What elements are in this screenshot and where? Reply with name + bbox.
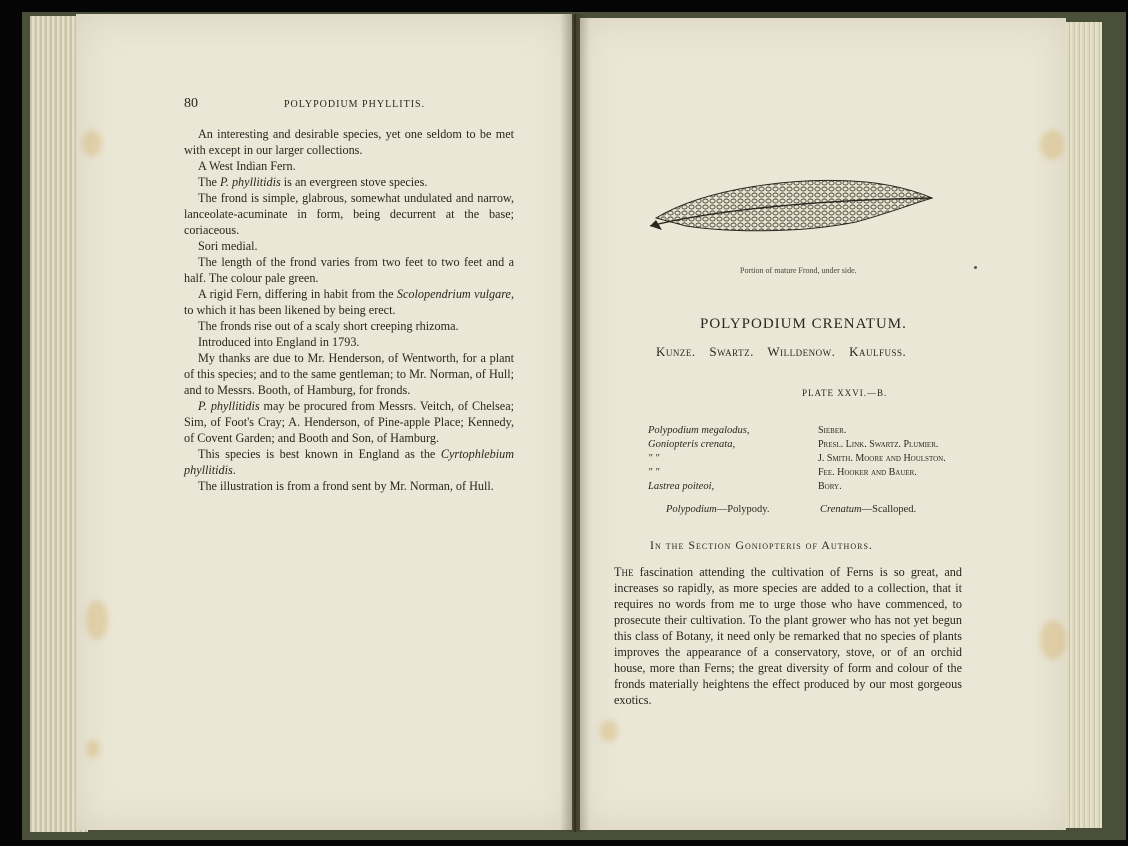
paragraph bbox=[184, 286, 514, 318]
text-run: may be procured from Messrs. Veitch, of Chelsea; Sim, of Foot's Cray; A. Henderson, of Pine-apple Place; Kennedy, of Covent Garden; and Booth and Son, of Hamburg. bbox=[184, 399, 514, 445]
paragraph bbox=[184, 350, 514, 398]
running-head: POLYPODIUM PHYLLITIS. bbox=[284, 99, 426, 110]
left-page-header bbox=[184, 96, 514, 112]
section-heading: In the Section Goniopteris of Authors. bbox=[650, 538, 873, 552]
text-run: The bbox=[198, 175, 220, 189]
text-run: My thanks are due to Mr. Henderson, of Wentworth, for a plant of this species; and to the same gentleman; to Mr. Norman, of Hull; and to Messrs. Booth, of Hamburg, for fronds. bbox=[184, 351, 514, 397]
paragraph bbox=[184, 334, 514, 350]
text-run: The frond is simple, glabrous, somewhat undulated and narrow, lanceolate-acuminate in form, being decurrent at the base; coriaceous. bbox=[184, 191, 514, 237]
etymology-species: Crenatum—Scalloped. bbox=[820, 504, 917, 515]
left-page-body bbox=[184, 126, 514, 494]
text-run: Scolopendrium vulgare bbox=[396, 287, 511, 301]
dropcap-word: The bbox=[614, 565, 634, 579]
synonym-names bbox=[648, 424, 750, 494]
text-run: , to which it has been likened by being erect. bbox=[184, 287, 514, 317]
synonym-line: Polypodium megalodus, bbox=[648, 425, 750, 436]
synonym-line: J. Smith. Moore and Houlston. bbox=[818, 453, 946, 464]
page-mark bbox=[974, 266, 977, 269]
text-run: A rigid Fern, differing in habit from the bbox=[198, 287, 397, 301]
book-gutter bbox=[560, 14, 590, 832]
paragraph bbox=[184, 190, 514, 238]
foxing-spot bbox=[600, 720, 618, 742]
text-run: The illustration is from a frond sent by Mr. Norman, of Hull. bbox=[198, 479, 494, 493]
text-run: An interesting and desirable species, yet one seldom to be met with except in our larger collections. bbox=[184, 127, 514, 157]
paragraph bbox=[184, 478, 514, 494]
text-run: . bbox=[232, 463, 236, 477]
text-run: A West Indian Fern. bbox=[198, 159, 296, 173]
synonym-line: Lastrea poiteoi, bbox=[648, 481, 715, 492]
paragraph bbox=[184, 446, 514, 478]
foxing-spot bbox=[82, 130, 102, 156]
text-run: Cyrtophlebium phyllitidis bbox=[184, 447, 514, 477]
paragraph bbox=[184, 254, 514, 286]
text-run: Introduced into England in 1793. bbox=[198, 335, 360, 349]
foxing-spot bbox=[1040, 620, 1066, 660]
text-run: P. phyllitidis bbox=[220, 175, 281, 189]
text-run: Sori medial. bbox=[198, 239, 258, 253]
text-run: is an evergreen stove species. bbox=[280, 175, 428, 189]
text-run: The length of the frond varies from two feet to two feet and a half. The colour pale green. bbox=[184, 255, 514, 285]
plate-label: PLATE XXVI.—B. bbox=[802, 388, 888, 398]
synonym-line: Sieber. bbox=[818, 425, 847, 436]
paragraph bbox=[184, 238, 514, 254]
synonym-line: Presl. Link. Swartz. Plumier. bbox=[818, 439, 939, 450]
authorities-line: Kunze. Swartz. Willdenow. Kaulfuss. bbox=[656, 344, 907, 359]
fern-frond-illustration bbox=[646, 168, 936, 258]
foxing-spot bbox=[1040, 130, 1064, 160]
synonym-line: Goniopteris crenata, bbox=[648, 439, 736, 450]
illustration-caption: Portion of mature Frond, under side. bbox=[740, 266, 857, 275]
paragraph bbox=[184, 398, 514, 446]
synonym-authorities bbox=[818, 424, 946, 494]
synonym-line: " " bbox=[648, 453, 660, 464]
text-run: P. phyllitidis bbox=[198, 399, 260, 413]
synonym-line: Fee. Hooker and Bauer. bbox=[818, 467, 917, 478]
etymology-genus: Polypodium—Polypody. bbox=[666, 504, 770, 515]
text-run: The fronds rise out of a scaly short creeping rhizoma. bbox=[198, 319, 459, 333]
page-number: 80 bbox=[184, 96, 198, 111]
text-run: This species is best known in England as the bbox=[198, 447, 441, 461]
foxing-spot bbox=[86, 600, 108, 640]
paragraph bbox=[184, 174, 514, 190]
paragraph bbox=[184, 126, 514, 158]
right-page-edges bbox=[1062, 22, 1102, 828]
body-text: fascination attending the cultivation of Ferns is so great, and increases so rapidly, as more species are added to a collection, that it requires no words from me to urge those who have commenced, to prosecute their cultivation. To the plant grower who has not yet begun this class of Botany, it need only be remarked that no species of plants improves the appearance of a conservatory, stove, or of an orchid house, more than Ferns; the great diversity of form and colour of the fronds materially heightens the effect produced by our most gorgeous exotics. bbox=[614, 565, 962, 707]
right-page-body bbox=[614, 564, 962, 708]
species-title: POLYPODIUM CRENATUM. bbox=[700, 316, 907, 332]
synonym-line: " " bbox=[648, 467, 660, 478]
synonym-line: Bory. bbox=[818, 481, 842, 492]
paragraph bbox=[184, 158, 514, 174]
foxing-spot bbox=[86, 740, 100, 758]
paragraph bbox=[184, 318, 514, 334]
